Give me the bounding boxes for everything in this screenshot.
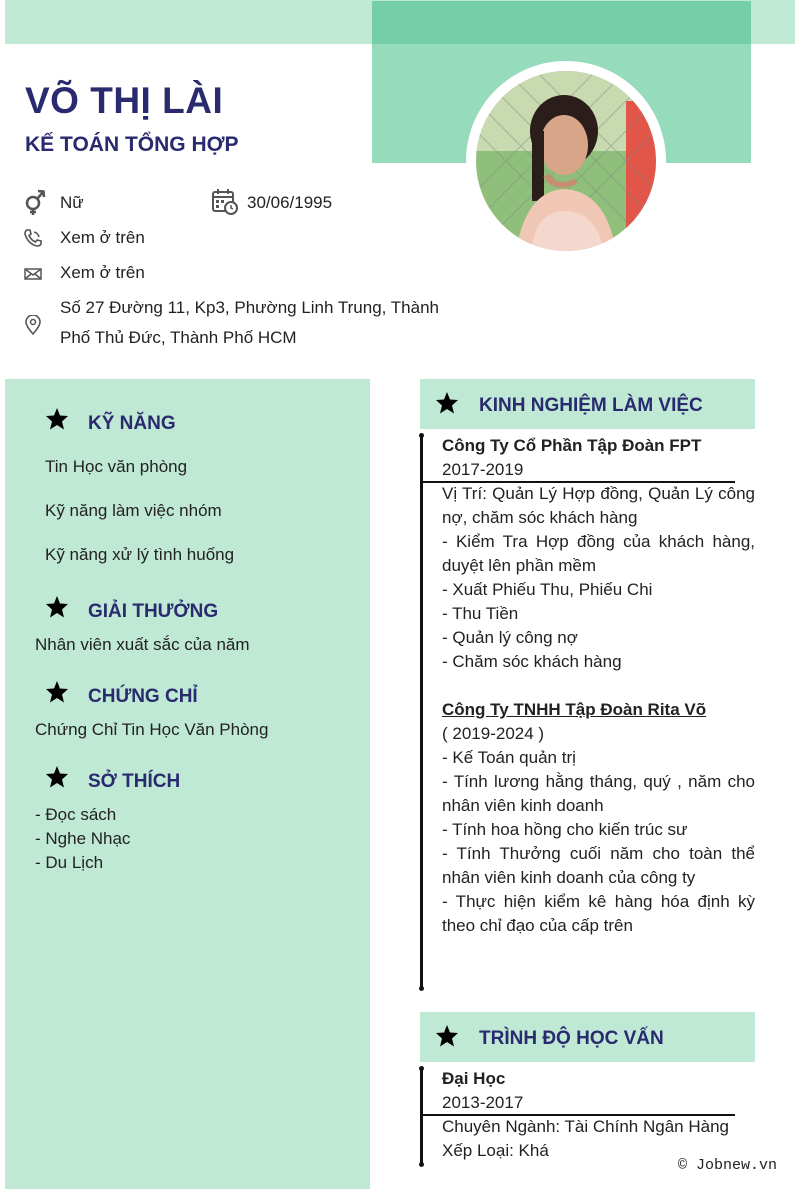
star-icon: [435, 391, 459, 415]
job-line: - Quản lý công nợ: [442, 628, 578, 647]
candidate-name: VÕ THỊ LÀI: [25, 80, 224, 121]
header-accent-overlap: [372, 1, 751, 44]
education-period: 2013-2017: [442, 1093, 524, 1112]
company-name: Công Ty Cổ Phần Tập Đoàn FPT: [442, 436, 702, 455]
address-line-2: Phố Thủ Đức, Thành Phố HCM: [60, 328, 297, 347]
location-pin-icon: [25, 315, 45, 335]
avatar: [476, 71, 656, 251]
job-line: Vị Trí: Quản Lý Hợp đồng, Quản Lý công nợ, chăm sóc khách hàng: [442, 484, 755, 527]
job-line: - Tính Thưởng cuối năm cho toàn thể nhân viên kinh doanh của công ty: [442, 844, 755, 887]
timeline-dot: [419, 1066, 424, 1071]
degree: Đại Học: [442, 1069, 506, 1088]
hobby-item: - Đọc sách: [35, 805, 117, 824]
phone-icon: [24, 229, 44, 249]
star-icon: [45, 407, 69, 431]
address-line-1: Số 27 Đường 11, Kp3, Phường Linh Trung, Thành: [60, 298, 440, 317]
job-line: - Thực hiện kiểm kê hàng hóa định kỳ theo chỉ đạo của cấp trên: [442, 892, 755, 935]
gender-value: Nữ: [60, 193, 84, 212]
award-item: Nhân viên xuất sắc của năm: [35, 635, 250, 654]
timeline-dot: [419, 986, 424, 991]
job-line: - Tính hoa hồng cho kiến trúc sư: [442, 820, 688, 839]
birthdate-value: 30/06/1995: [247, 193, 333, 212]
certificates-title: CHỨNG CHỈ: [88, 686, 198, 707]
gender-icon: [24, 189, 44, 209]
grade: Xếp Loại: Khá: [442, 1141, 549, 1160]
skill-item: Kỹ năng xử lý tình huống: [45, 545, 235, 564]
timeline-dot: [419, 1162, 424, 1167]
hobby-item: - Nghe Nhạc: [35, 829, 131, 848]
star-icon: [45, 765, 69, 789]
education-timeline: [420, 1069, 423, 1165]
hobby-item: - Du Lịch: [35, 853, 104, 872]
job-period: 2017-2019: [442, 460, 524, 479]
star-icon: [435, 1024, 459, 1048]
timeline-dot: [419, 433, 424, 438]
job-line: - Kiểm Tra Hợp đồng của khách hàng, duyệt lên phần mềm: [442, 532, 755, 575]
experience-title: KINH NGHIỆM LÀM VIỆC: [479, 395, 703, 416]
skill-item: Kỹ năng làm việc nhóm: [45, 501, 222, 520]
experience-timeline: [420, 436, 423, 988]
job-line: - Kế Toán quản trị: [442, 748, 576, 767]
job-line: - Xuất Phiếu Thu, Phiếu Chi: [442, 580, 653, 599]
footer-credit: © Jobnew.vn: [678, 1157, 778, 1174]
job-line: - Chăm sóc khách hàng: [442, 652, 622, 671]
job-period: ( 2019-2024 ): [442, 724, 545, 743]
education-title: TRÌNH ĐỘ HỌC VẤN: [479, 1028, 664, 1049]
envelope-icon: [24, 267, 44, 287]
star-icon: [45, 595, 69, 619]
phone-value: Xem ở trên: [60, 228, 145, 247]
hobbies-title: SỞ THÍCH: [88, 771, 181, 792]
skills-title: KỸ NĂNG: [88, 413, 176, 434]
job-title: KẾ TOÁN TỔNG HỢP: [25, 133, 239, 156]
company-name: Công Ty TNHH Tập Đoàn Rita Võ: [442, 700, 707, 719]
certificate-item: Chứng Chỉ Tin Học Văn Phòng: [35, 720, 269, 739]
calendar-icon: [212, 189, 232, 209]
awards-title: GIẢI THƯỞNG: [88, 601, 219, 622]
email-value: Xem ở trên: [60, 263, 145, 282]
star-icon: [45, 680, 69, 704]
skill-item: Tin Học văn phòng: [45, 457, 188, 476]
job-line: - Thu Tiền: [442, 604, 519, 623]
major: Chuyên Ngành: Tài Chính Ngân Hàng: [442, 1117, 729, 1136]
job-line: - Tính lương hằng tháng, quý , năm cho nhân viên kinh doanh: [442, 772, 755, 815]
